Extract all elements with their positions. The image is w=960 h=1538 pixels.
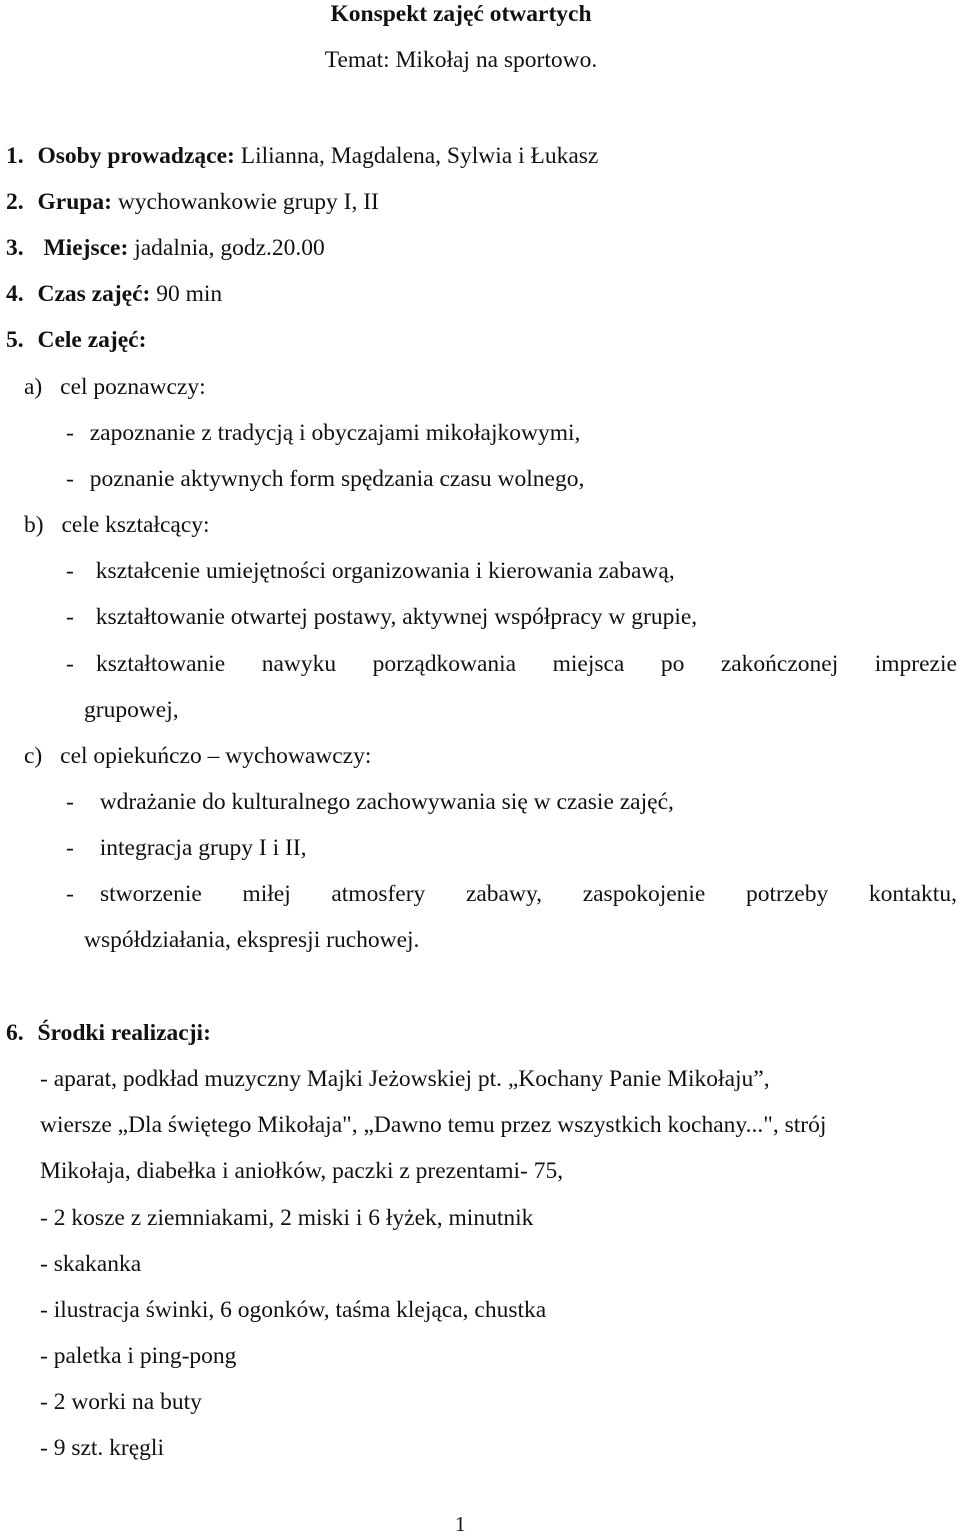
bullet-dash: - xyxy=(66,789,74,815)
info-place-label: Miejsce: xyxy=(43,235,129,261)
info-goals-label: Cele zajęć: xyxy=(37,327,147,353)
info-persons-value: Lilianna, Magdalena, Sylwia i Łukasz xyxy=(240,143,599,169)
goal-a-item-1-text: zapoznanie z tradycją i obyczajami mikołajkowymi, xyxy=(89,420,581,446)
bullet-dash: - xyxy=(66,466,74,492)
goal-c-item-3 xyxy=(100,880,957,908)
goal-c-item-1 xyxy=(66,788,674,816)
goal-c-item-2 xyxy=(66,834,307,862)
word: potrzeby xyxy=(746,881,829,907)
bullet-dash: - xyxy=(66,835,74,861)
bullet-dash: - xyxy=(66,558,74,584)
goal-a-marker: a) xyxy=(24,374,43,400)
goal-a-item-2 xyxy=(66,465,584,493)
goal-b-heading xyxy=(24,511,210,539)
info-group-value: wychowankowie grupy I, II xyxy=(117,189,379,215)
bullet-dash: - xyxy=(66,881,74,907)
means-line: - 9 szt. kręgli xyxy=(40,1435,164,1461)
word: stworzenie xyxy=(100,881,202,907)
means-line: - paletka i ping-pong xyxy=(40,1343,237,1369)
word: nawyku xyxy=(261,651,337,677)
means-label: Środki realizacji: xyxy=(37,1020,211,1046)
means-line: - 2 worki na buty xyxy=(40,1389,202,1415)
means-line: - 2 kosze z ziemniakami, 2 miski i 6 łyżek, minutnik xyxy=(40,1205,534,1231)
bullet-dash: - xyxy=(66,420,74,446)
word: kształtowanie xyxy=(96,651,226,677)
goal-b-item-3-continuation: grupowej, xyxy=(84,697,179,723)
word: miłej xyxy=(242,881,291,907)
means-line: wiersze „Dla świętego Mikołaja", „Dawno temu przez wszystkich kochany...", strój xyxy=(40,1112,827,1138)
info-place-value: jadalnia, godz.20.00 xyxy=(134,235,325,261)
bullet-dash: - xyxy=(66,604,74,630)
goal-a-heading xyxy=(24,373,206,401)
means-line: - ilustracja świnki, 6 ogonków, taśma klejąca, chustka xyxy=(40,1297,547,1323)
info-time-label: Czas zajęć: xyxy=(37,281,151,307)
goal-c-item-3-continuation: współdziałania, ekspresji ruchowej. xyxy=(84,927,420,953)
means-line: Mikołaja, diabełka i aniołków, paczki z prezentami- 75, xyxy=(40,1158,564,1184)
goal-b-marker: b) xyxy=(24,512,44,538)
word: imprezie xyxy=(874,651,957,677)
means-heading xyxy=(6,1019,211,1047)
goal-c-marker: c) xyxy=(24,743,43,769)
info-goals xyxy=(6,326,146,354)
info-group-number: 2. xyxy=(6,189,24,215)
word: miejsca xyxy=(552,651,625,677)
info-persons-number: 1. xyxy=(6,143,24,169)
goal-c-heading xyxy=(24,742,371,770)
document-title: Konspekt zajęć otwartych xyxy=(330,1,592,27)
info-persons xyxy=(6,142,598,170)
word: zaspokojenie xyxy=(582,881,706,907)
word: po xyxy=(660,651,685,677)
info-place-number: 3. xyxy=(6,235,24,261)
info-group-label: Grupa: xyxy=(37,189,112,215)
goal-b-item-1 xyxy=(66,557,675,585)
goal-c-title: cel opiekuńczo – wychowawczy: xyxy=(60,743,372,769)
goal-b-title: cele kształcący: xyxy=(61,512,210,538)
info-time xyxy=(6,280,222,308)
goal-b-item-3 xyxy=(96,650,957,678)
word: kontaktu, xyxy=(868,881,957,907)
goal-b-item-2 xyxy=(66,603,697,631)
means-line: - aparat, podkład muzyczny Majki Jeżowskiej pt. „Kochany Panie Mikołaju”, xyxy=(40,1066,770,1092)
page-number: 1 xyxy=(455,1512,466,1536)
word: atmosfery xyxy=(331,881,426,907)
goal-c-item-1-text: wdrażanie do kulturalnego zachowywania się w czasie zajęć, xyxy=(99,789,674,815)
word: zabawy, xyxy=(465,881,543,907)
means-number: 6. xyxy=(6,1020,24,1046)
goal-b-item-1-text: kształcenie umiejętności organizowania i kierowania zabawą, xyxy=(95,558,675,584)
word: porządkowania xyxy=(372,651,517,677)
info-goals-number: 5. xyxy=(6,327,24,353)
bullet-dash: - xyxy=(66,651,74,677)
document-subtitle: Temat: Mikołaj na sportowo. xyxy=(324,47,598,73)
means-line: - skakanka xyxy=(40,1251,142,1277)
word: zakończonej xyxy=(720,651,839,677)
goal-b-item-2-text: kształtowanie otwartej postawy, aktywnej współpracy w grupie, xyxy=(95,604,698,630)
goal-a-title: cel poznawczy: xyxy=(60,374,206,400)
goal-a-item-2-text: poznanie aktywnych form spędzania czasu wolnego, xyxy=(89,466,585,492)
goal-c-item-2-text: integracja grupy I i II, xyxy=(99,835,307,861)
info-group xyxy=(6,188,379,216)
info-time-value: 90 min xyxy=(156,281,223,307)
info-persons-label: Osoby prowadzące: xyxy=(37,143,235,169)
goal-a-item-1 xyxy=(66,419,580,447)
info-time-number: 4. xyxy=(6,281,24,307)
info-place xyxy=(6,234,325,262)
